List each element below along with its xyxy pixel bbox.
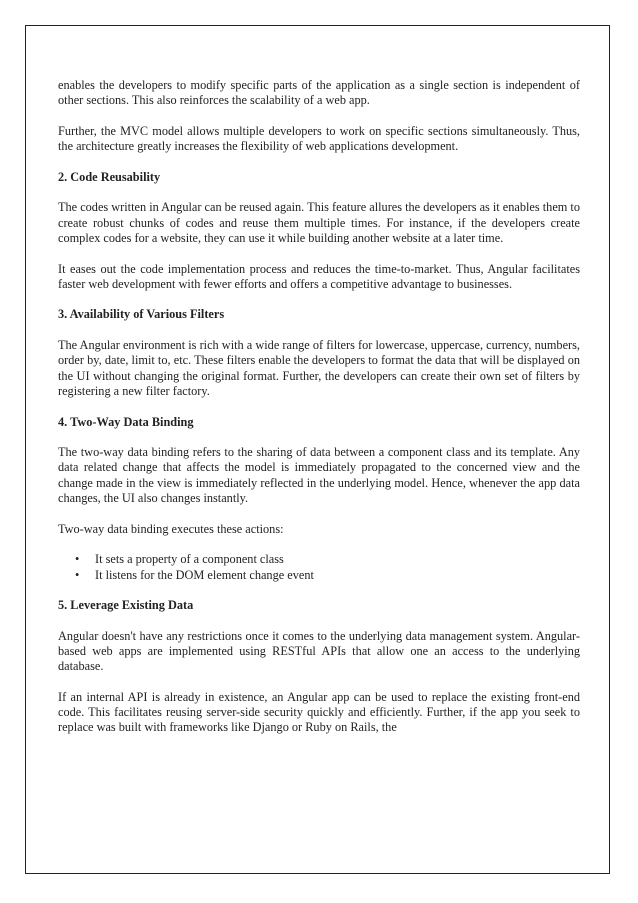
bullet-icon: • xyxy=(75,567,80,582)
heading-code-reusability: 2. Code Reusability xyxy=(58,169,161,184)
existing-data-paragraph-1: Angular doesn't have any restrictions once it comes to the underlying data management system. Angular-based web apps are implemented using RESTful APIs that allow one an access to the underlying database. xyxy=(58,628,580,674)
data-binding-paragraph-2: Two-way data binding executes these actions: xyxy=(58,521,284,536)
various-filters-paragraph-1: The Angular environment is rich with a wide range of filters for lowercase, uppercase, currency, numbers, order by, date, limit to, etc. These filters enable the developers to format the data that will be displayed on the UI without changing the original format. Further, the developers can create their own set of filters by registering a new filter factory. xyxy=(58,338,580,398)
list-item-text: It listens for the DOM element change event xyxy=(95,567,314,582)
existing-data-paragraph-2: If an internal API is already in existence, an Angular app can be used to replace the existing front-end code. This facilitates reusing server-side security quickly and efficiently. Further, if the app you seek to replace was built with frameworks like Django or Ruby on Rails, the xyxy=(58,689,580,735)
heading-various-filters: 3. Availability of Various Filters xyxy=(58,307,225,322)
intro-paragraph-2: Further, the MVC model allows multiple developers to work on specific sections simultaneously. Thus, the architecture greatly increases the flexibility of web applications development. xyxy=(58,123,580,154)
code-reusability-paragraph-2: It eases out the code implementation process and reduces the time-to-market. Thus, Angular facilitates faster web development with fewer efforts and offers a competitive advantage to businesses. xyxy=(58,261,580,291)
data-binding-paragraph-1: The two-way data binding refers to the sharing of data between a component class and its template. Any data related change that affects the model is immediately propagated to the concerned view and the change made in the view is immediately reflected in the underlying model. Hence, whenever the app data changes, the UI also changes instantly. xyxy=(58,445,580,506)
code-reusability-paragraph-1: The codes written in Angular can be reused again. This feature allures the developers as it enables them to create robust chunks of codes and reuse them multiple times. For instance, if the developers create complex codes for a website, they can use it while building another website at a later time. xyxy=(58,200,580,245)
intro-paragraph-1: enables the developers to modify specific parts of the application as a single section is independent of other sections. This also reinforces the scalability of a web app. xyxy=(58,78,580,108)
heading-two-way-data-binding: 4. Two-Way Data Binding xyxy=(58,414,194,429)
document-body xyxy=(58,78,580,736)
list-item xyxy=(75,552,580,567)
list-item xyxy=(75,567,580,583)
data-binding-actions-list xyxy=(58,552,580,583)
list-item-text: It sets a property of a component class xyxy=(95,552,284,567)
bullet-icon: • xyxy=(75,552,80,567)
heading-leverage-existing-data: 5. Leverage Existing Data xyxy=(58,598,194,613)
